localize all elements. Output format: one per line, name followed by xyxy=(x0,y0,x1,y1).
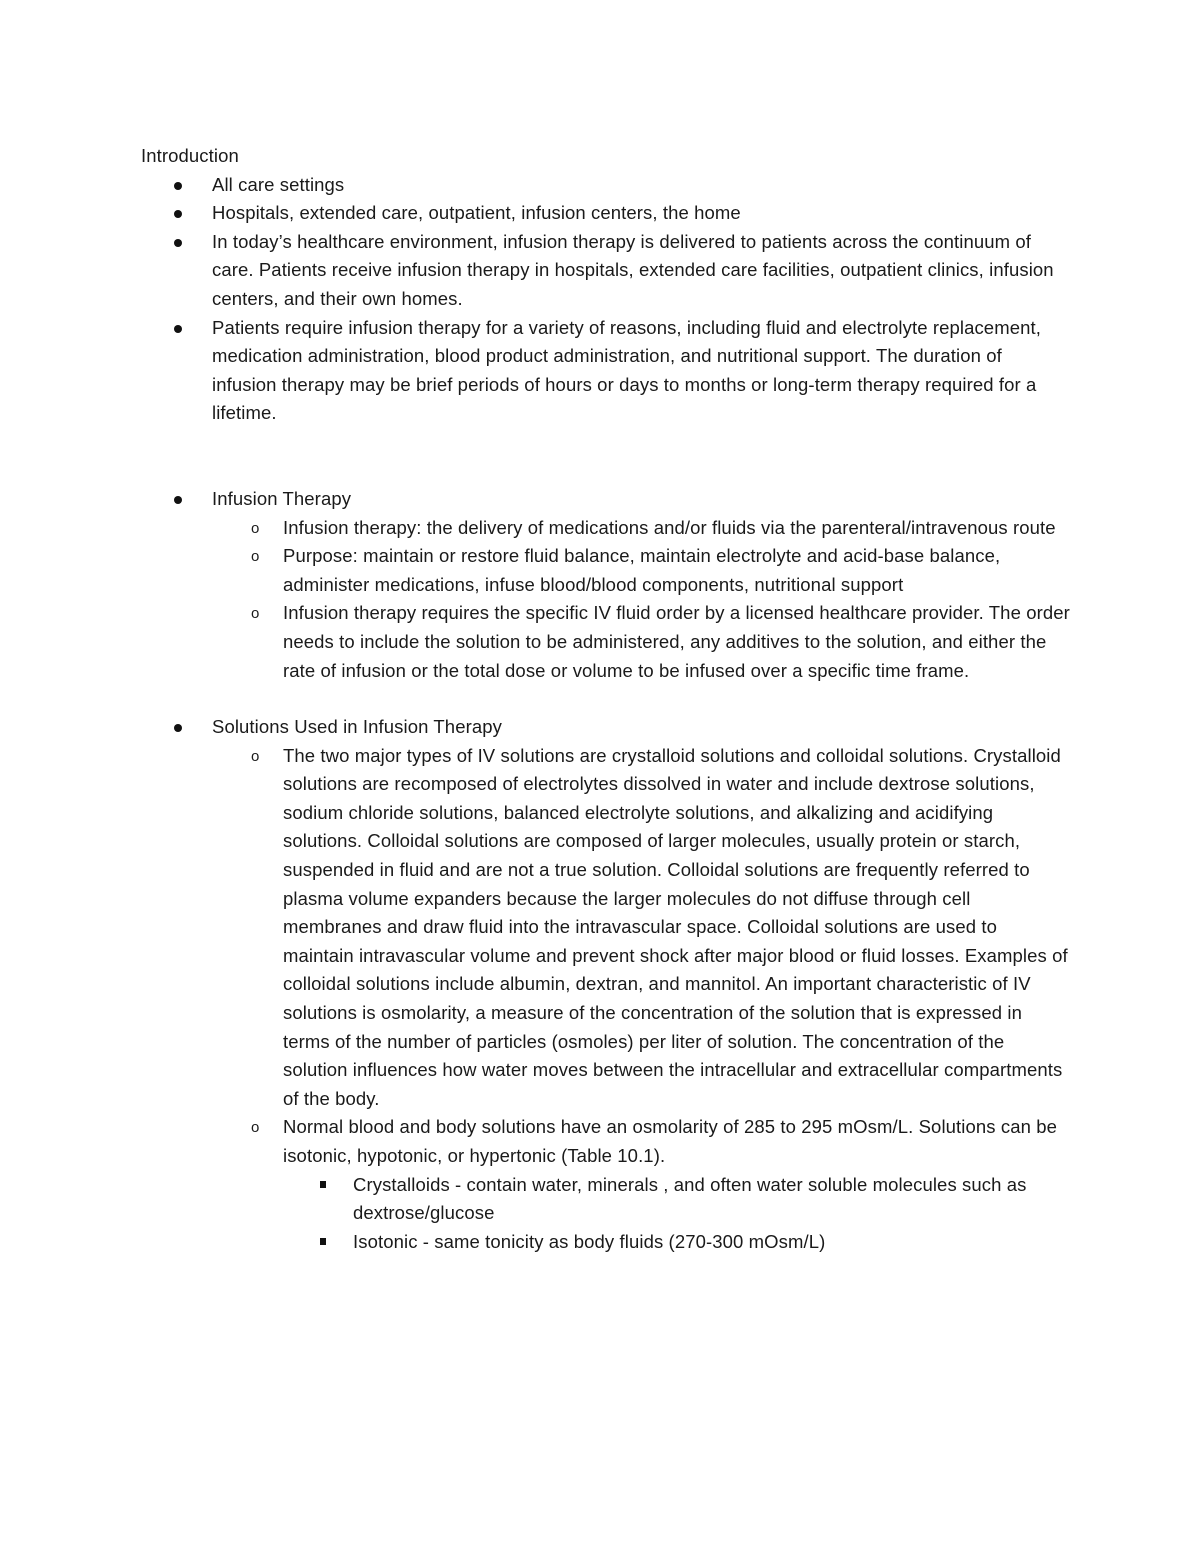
sub-list-item xyxy=(212,542,1071,599)
infusion-therapy-sublist xyxy=(212,514,1071,686)
bullet-icon xyxy=(174,496,182,504)
sub-list-item-text: Infusion therapy requires the specific IV fluid order by a licensed healthcare provider. The order needs to include the solution to be administered, any additives to the solution, and either the rate of infusion or the total dose or volume to be infused over a specific time frame. xyxy=(283,602,1070,681)
sub-list-item xyxy=(212,1113,1071,1256)
circle-bullet-icon: o xyxy=(251,747,260,765)
square-bullet-icon xyxy=(320,1238,326,1245)
sub-list-item-text: The two major types of IV solutions are crystalloid solutions and colloidal solutions. Crystalloid solutions are recomposed of electrolytes dissolved in water and include dextrose solutions, sodium chloride solutions, balanced electrolyte solutions, and alkalizing and acidifying solutions. Colloidal solutions are composed of larger molecules, usually protein or starch, suspended in fluid and are not a true solution. Colloidal solutions are frequently referred to plasma volume expanders because the larger molecules do not diffuse through cell membranes and draw fluid into the intravascular space. Colloidal solutions are used to maintain intravascular volume and prevent shock after major blood or fluid losses. Examples of colloidal solutions include albumin, dextran, and mannitol. An important characteristic of IV solutions is osmolarity, a measure of the concentration of the solution that is expressed in terms of the number of particles (osmoles) per liter of solution. The concentration of the solution influences how water moves between the intracellular and extracellular compartments of the body. xyxy=(283,744,1068,1109)
section-title-infusion-therapy: Infusion Therapy xyxy=(212,487,352,509)
bullet-icon xyxy=(174,724,182,732)
bullet-icon xyxy=(174,325,182,333)
list-item xyxy=(141,485,1071,685)
spacer xyxy=(141,428,1071,485)
list-item-text: All care settings xyxy=(212,173,345,195)
nested-list-item-text: Isotonic - same tonicity as body fluids (270-300 mOsm/L) xyxy=(353,1230,826,1252)
infusion-therapy-section xyxy=(141,485,1071,685)
spacer xyxy=(141,685,1071,713)
list-item xyxy=(141,171,1071,200)
square-bullet-icon xyxy=(320,1181,326,1188)
circle-bullet-icon: o xyxy=(251,548,260,566)
list-item xyxy=(141,314,1071,428)
nested-list-item-text: Crystalloids - contain water, minerals , and often water soluble molecules such as dextrose/glucose xyxy=(353,1173,1027,1224)
list-item-text: In today’s healthcare environment, infusion therapy is delivered to patients across the continuum of care. Patients receive infusion therapy in hospitals, extended care facilities, outpatient clinics, infusion centers, and their own homes. xyxy=(212,230,1054,309)
intro-list xyxy=(141,171,1071,428)
list-item xyxy=(141,713,1071,1256)
sub-list-item xyxy=(212,599,1071,685)
sub-list-item-text: Infusion therapy: the delivery of medications and/or fluids via the parenteral/intravenous route xyxy=(283,516,1056,538)
bullet-icon xyxy=(174,239,182,247)
sub-list-item xyxy=(212,742,1071,1114)
list-item xyxy=(141,199,1071,228)
sub-list-item xyxy=(212,514,1071,543)
list-item-text: Patients require infusion therapy for a variety of reasons, including fluid and electrolyte replacement, medication administration, blood product administration, and nutritional support. The duration of infusion therapy may be brief periods of hours or days to months or long-term therapy required for a lifetime. xyxy=(212,316,1041,424)
solutions-section xyxy=(141,713,1071,1256)
heading-introduction: Introduction xyxy=(141,145,239,166)
solutions-sublist xyxy=(212,742,1071,1257)
circle-bullet-icon: o xyxy=(251,1119,260,1137)
nested-list-item xyxy=(283,1228,1071,1257)
list-item xyxy=(141,228,1071,314)
nested-list-item xyxy=(283,1171,1071,1228)
sub-list-item-text: Purpose: maintain or restore fluid balance, maintain electrolyte and acid-base balance, administer medications, infuse blood/blood components, nutritional support xyxy=(283,545,1001,595)
sub-list-item-text: Normal blood and body solutions have an osmolarity of 285 to 295 mOsm/L. Solutions can be isotonic, hypotonic, or hypertonic (Table 10.1). xyxy=(283,1116,1058,1166)
circle-bullet-icon: o xyxy=(251,605,260,623)
document-body xyxy=(141,142,1071,1256)
section-title-solutions: Solutions Used in Infusion Therapy xyxy=(212,716,502,738)
circle-bullet-icon: o xyxy=(251,519,260,537)
bullet-icon xyxy=(174,182,182,190)
bullet-icon xyxy=(174,210,182,218)
list-item-text: Hospitals, extended care, outpatient, infusion centers, the home xyxy=(212,202,741,224)
solutions-nested-list xyxy=(283,1171,1071,1257)
